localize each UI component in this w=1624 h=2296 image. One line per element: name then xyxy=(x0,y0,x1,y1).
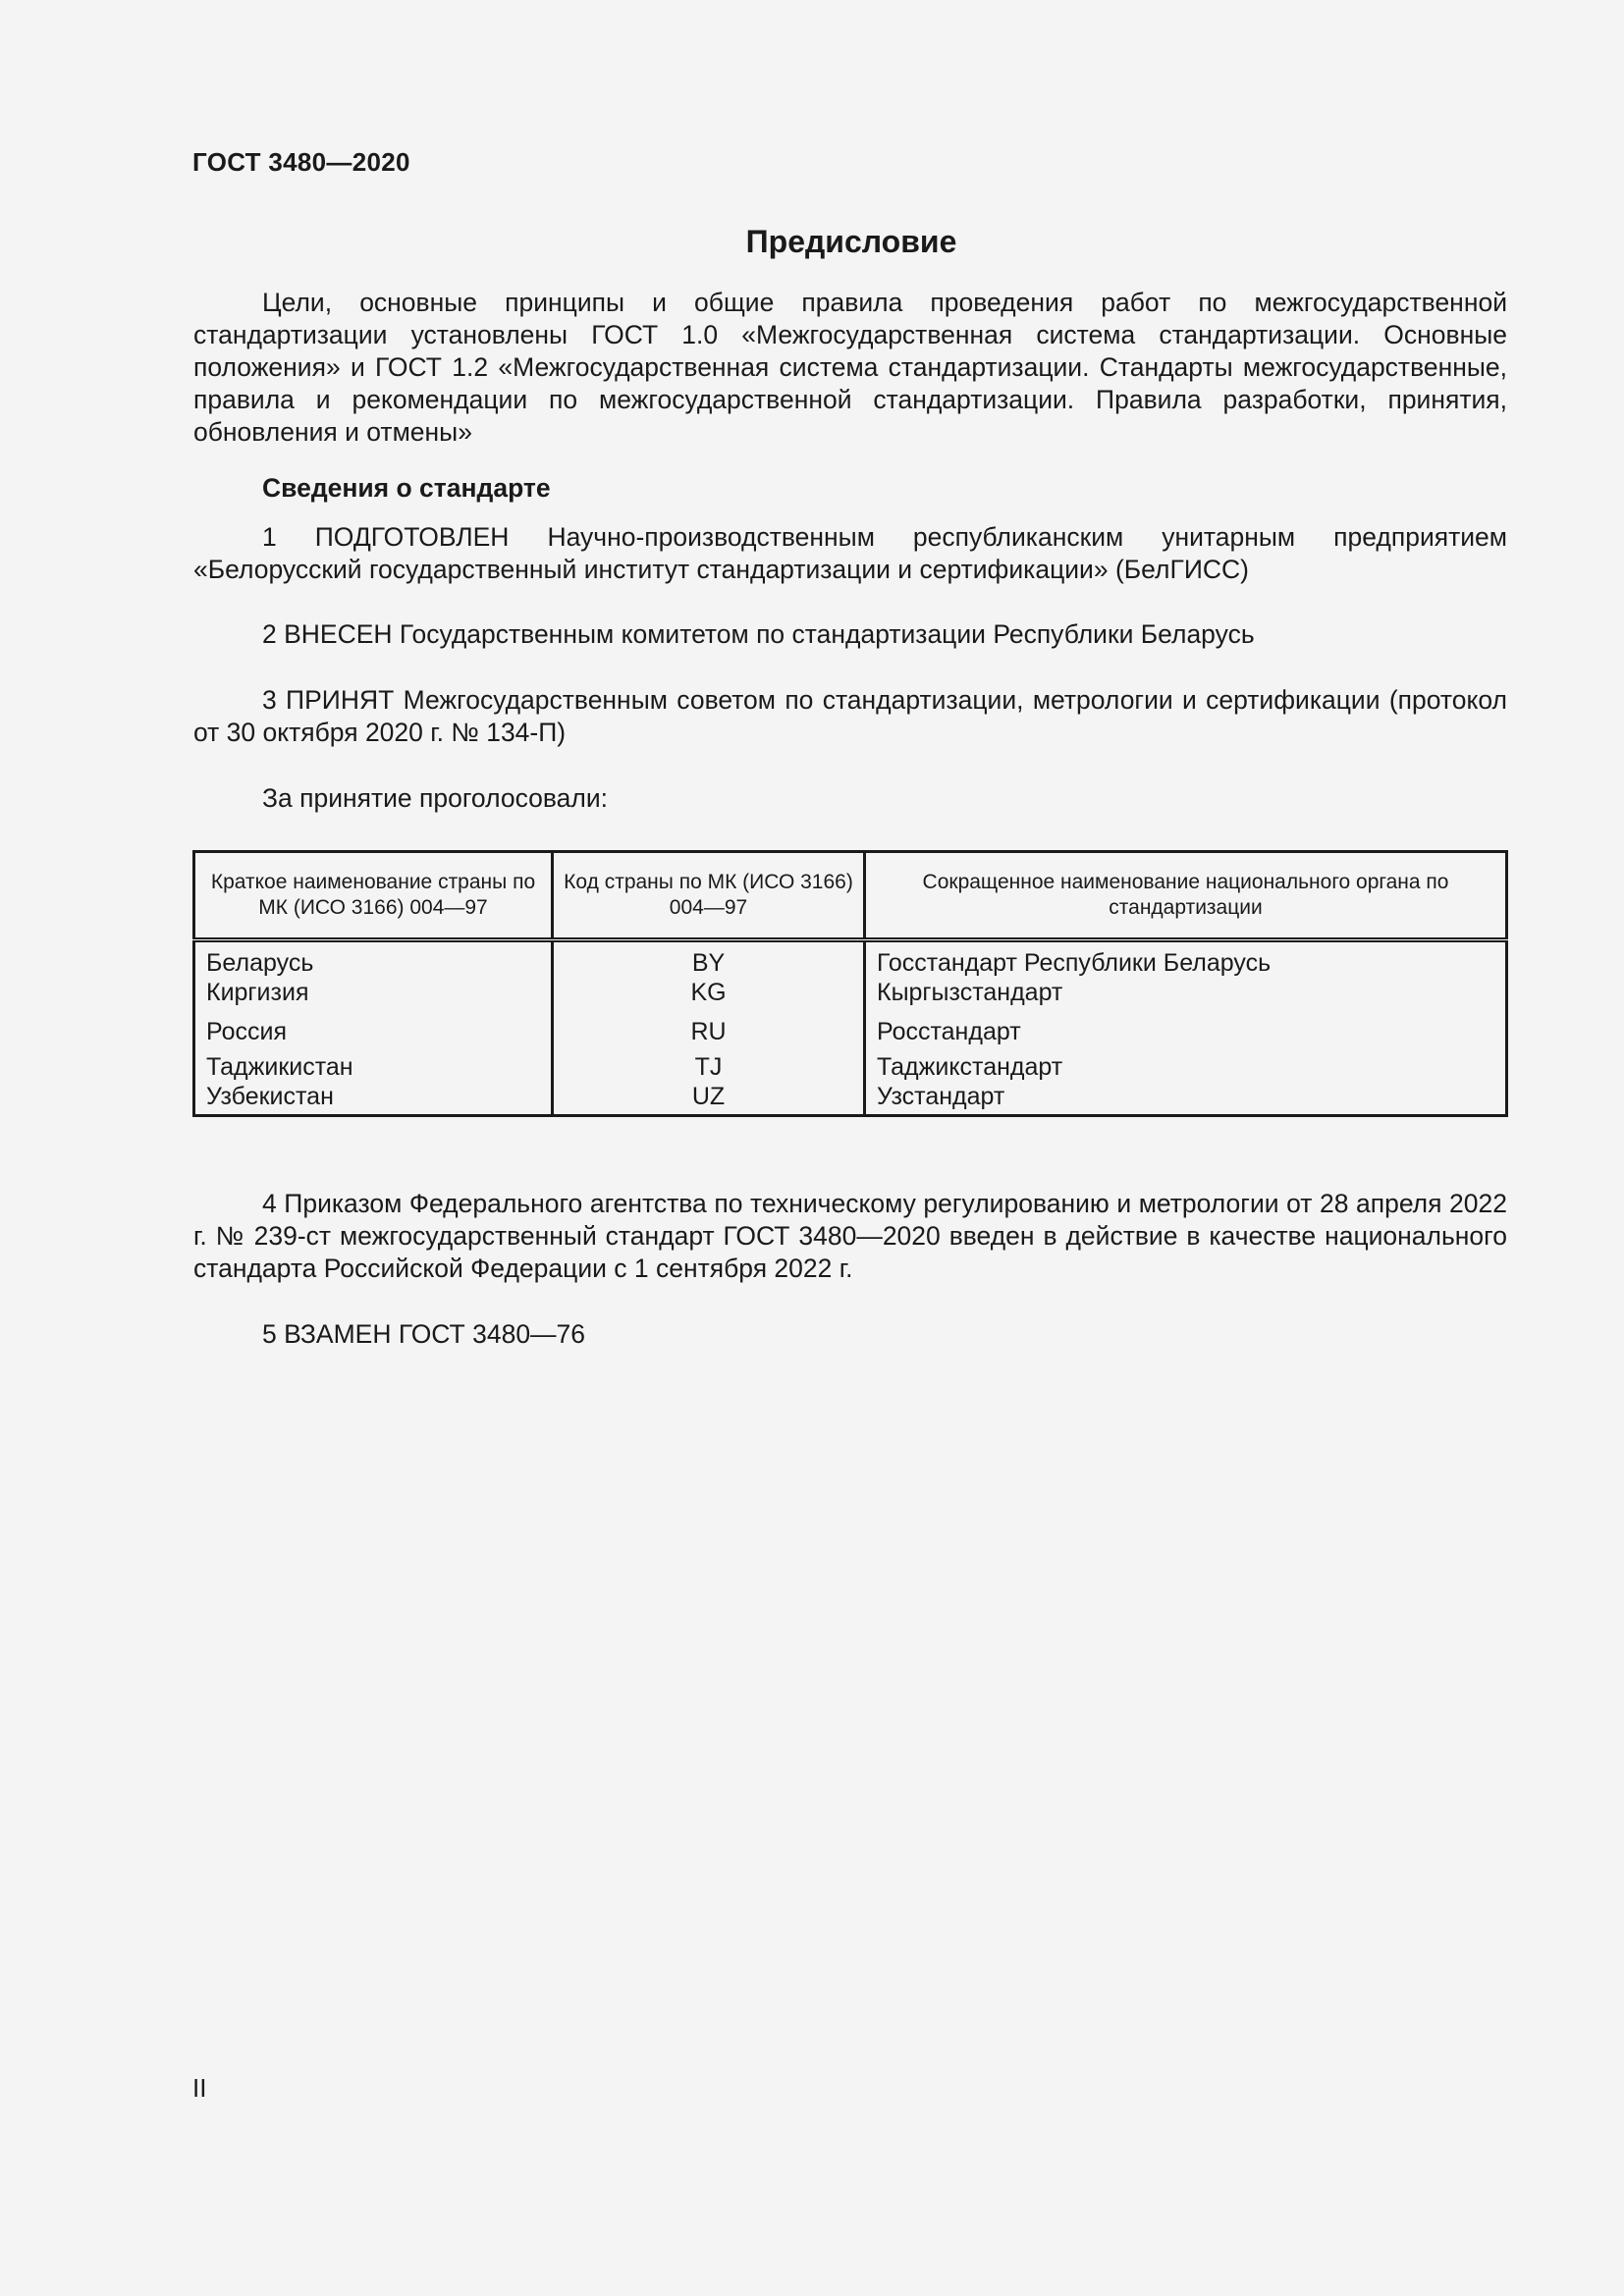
column-header-country: Краткое наименование страны по МК (ИСО 3166) 004—97 xyxy=(194,852,553,940)
standards-body-cell: Госстандарт Республики Беларусь xyxy=(865,940,1507,979)
table-row xyxy=(194,1052,1507,1082)
country-cell: Беларусь xyxy=(206,949,314,977)
standards-body-cell: Кыргызстандарт xyxy=(865,978,1507,1007)
page-number: II xyxy=(192,2073,207,2103)
country-cell: Узбекистан xyxy=(206,1083,334,1110)
item-1-prepared: 1 ПОДГОТОВЛЕН Научно-производственным республиканским унитарным предприятием «Белорусский государственный институт стандартизации и сертификации» (БелГИСС) xyxy=(193,522,1507,584)
column-header-standards-body: Сокращенное наименование национального органа по стандартизации xyxy=(865,852,1507,940)
intro-paragraph: Цели, основные принципы и общие правила проведения работ по межгосударственной стандартизации установлены ГОСТ 1.0 «Межгосударственная система стандартизации. Основные положения» и ГОСТ 1.2 «Межгосударственная система стандартизации. Стандарты межгосударственные, правила и рекомендации по межгосударственной стандартизации. Правила разработки, принятия, обновления и отмены» xyxy=(193,288,1507,447)
table-row xyxy=(194,978,1507,1007)
member-states-table xyxy=(192,850,1508,1117)
standards-body-cell: Росстандарт xyxy=(865,1007,1507,1052)
item-3-adopted: 3 ПРИНЯТ Межгосударственным советом по стандартизации, метрологии и сертификации (протокол от 30 октября 2020 г. № 134-П) xyxy=(193,685,1507,747)
country-cell: Россия xyxy=(206,1018,287,1045)
item-2-submitted: 2 ВНЕСЕН Государственным комитетом по стандартизации Республики Беларусь xyxy=(262,619,1255,649)
country-code-cell: UZ xyxy=(553,1082,865,1116)
section-title: Предисловие xyxy=(745,224,957,259)
table-row xyxy=(194,1007,1507,1052)
item-5-replaces: 5 ВЗАМЕН ГОСТ 3480—76 xyxy=(262,1319,586,1349)
country-cell: Киргизия xyxy=(206,979,309,1006)
document-code: ГОСТ 3480—2020 xyxy=(192,147,410,177)
standards-body-cell: Узстандарт xyxy=(865,1082,1507,1116)
item-4-enacted: 4 Приказом Федерального агентства по техническому регулированию и метрологии от 28 апреля 2022 г. № 239-ст межгосударственный стандарт ГОСТ 3480—2020 введен в действие в качестве национального стандарта Российской Федерации с 1 сентября 2022 г. xyxy=(193,1189,1507,1283)
info-heading: Сведения о стандарте xyxy=(262,473,551,503)
country-code-cell: KG xyxy=(553,978,865,1007)
table-row xyxy=(194,940,1507,979)
column-header-code: Код страны по МК (ИСО 3166) 004—97 xyxy=(553,852,865,940)
voted-label: За принятие проголосовали: xyxy=(262,783,609,813)
table-row xyxy=(194,1082,1507,1116)
country-code-cell: RU xyxy=(553,1007,865,1052)
country-code-cell: BY xyxy=(553,940,865,979)
country-cell: Таджикистан xyxy=(206,1053,353,1081)
table-header-row xyxy=(194,852,1507,940)
country-code-cell: TJ xyxy=(553,1052,865,1082)
standards-body-cell: Таджикстандарт xyxy=(865,1052,1507,1082)
